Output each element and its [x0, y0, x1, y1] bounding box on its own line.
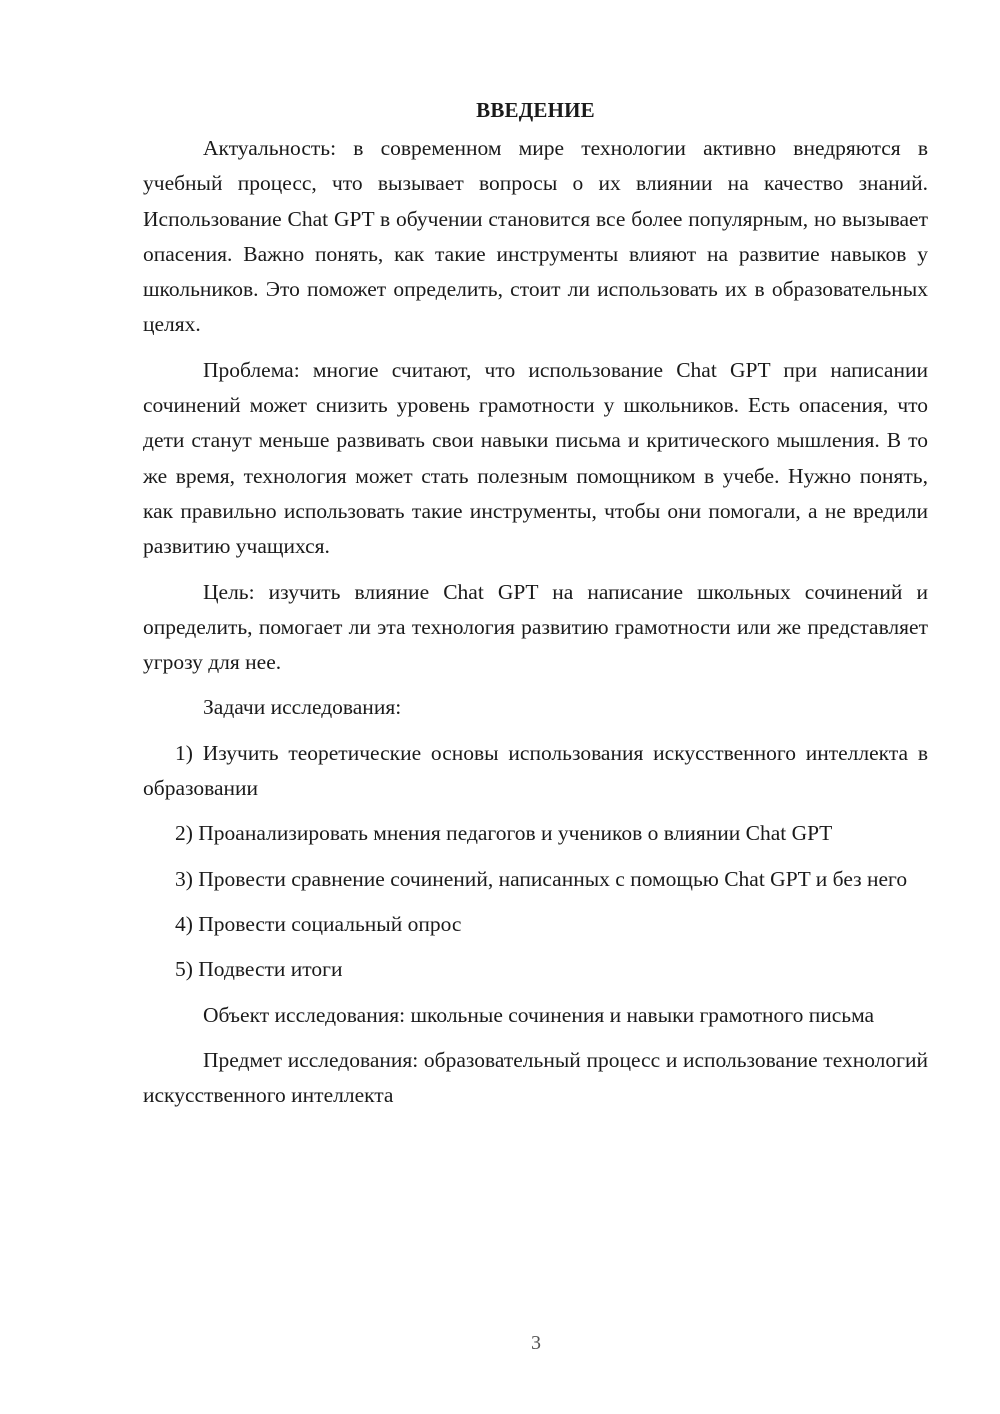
task-item-2: 2) Проанализировать мнения педагогов и учеников о влиянии Chat GPT	[175, 821, 833, 846]
page-content	[143, 93, 928, 1123]
task-item-3: 3) Провести сравнение сочинений, написанных с помощью Chat GPT и без него	[175, 866, 908, 891]
section-heading: ВВЕДЕНИЕ	[476, 98, 595, 122]
goal-paragraph: Цель: изучить влияние Chat GPT на написание школьных сочинений и определить, помогает ли эта технология развитию грамотности или же представляет угрозу для нее.	[143, 579, 928, 675]
tasks-title: Задачи исследования:	[203, 695, 402, 720]
page-number: 3	[531, 1332, 541, 1354]
object-paragraph: Объект исследования: школьные сочинения и навыки грамотного письма	[203, 1002, 875, 1027]
subject-paragraph: Предмет исследования: образовательный процесс и использование технологий искусственного интеллекта	[143, 1047, 928, 1108]
problem-paragraph: Проблема: многие считают, что использование Chat GPT при написании сочинений может снизить уровень грамотности у школьников. Есть опасения, что дети станут меньше развивать свои навыки письма и критического мышления. В то же время, технология может стать полезным помощником в учебе. Нужно понять, как правильно использовать такие инструменты, чтобы они помогали, а не вредили развитию учащихся.	[143, 357, 928, 559]
task-item-1: 1) Изучить теоретические основы использования искусственного интеллекта в образовании	[143, 740, 928, 801]
task-item-5: 5) Подвести итоги	[175, 957, 343, 982]
relevance-paragraph: Актуальность: в современном мире технологии активно внедряются в учебный процесс, что вызывает вопросы о их влиянии на качество знаний. Использование Chat GPT в обучении становится все более популярным, но вызывает опасения. Важно понять, как такие инструменты влияют на развитие навыков у школьников. Это поможет определить, стоит ли использовать их в образовательных целях.	[143, 136, 928, 337]
task-item-4: 4) Провести социальный опрос	[175, 911, 462, 936]
